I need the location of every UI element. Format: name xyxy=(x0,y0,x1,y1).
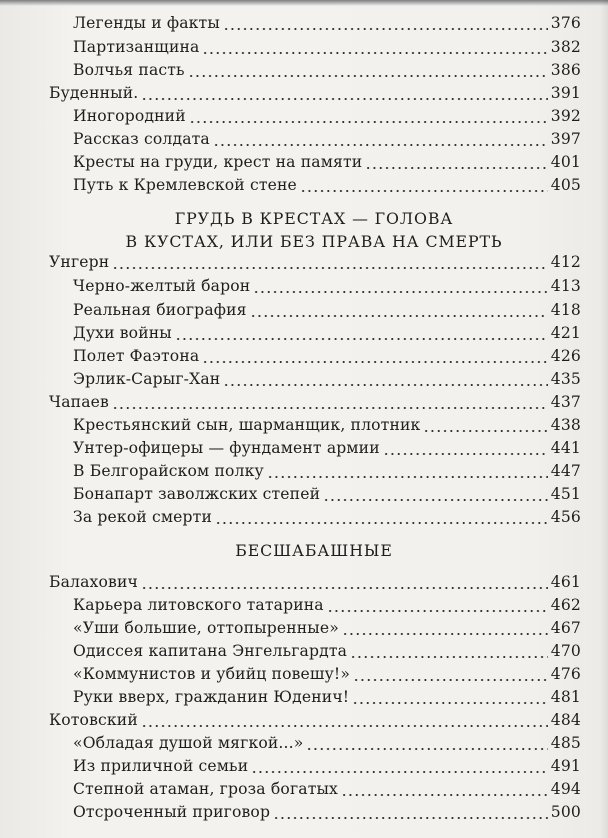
toc-chapter[interactable] xyxy=(49,709,581,731)
toc-chapter-page: 412 xyxy=(550,253,581,271)
leader-dots xyxy=(383,440,548,456)
toc-chapter-title: Буденный. xyxy=(49,84,139,102)
toc-chapter-title: Чапаев xyxy=(49,393,109,411)
leader-dots xyxy=(353,666,548,682)
leader-dots xyxy=(188,62,548,78)
toc-entry-page: 476 xyxy=(550,665,581,683)
toc-entry-title: Рассказ солдата xyxy=(73,130,210,148)
toc-entry-title: Полет Фаэтона xyxy=(73,347,200,365)
toc-chapter-title: Котовский xyxy=(49,711,138,729)
toc-entry-page: 435 xyxy=(550,370,581,388)
toc-entry-page: 421 xyxy=(550,324,581,342)
toc-entry[interactable] xyxy=(73,755,581,777)
toc-entry-title: За рекой смерти xyxy=(73,508,213,526)
toc-entry-page: 386 xyxy=(550,61,581,79)
leader-dots xyxy=(202,39,547,55)
leader-dots xyxy=(300,177,548,193)
toc-entry-title: Руки вверх, гражданин Юденич! xyxy=(73,688,350,706)
leader-dots xyxy=(341,781,548,797)
toc-entry-page: 485 xyxy=(550,734,581,752)
part-heading-line-1: ГРУДЬ В КРЕСТАХ — ГОЛОВА xyxy=(174,209,454,228)
toc-entry[interactable] xyxy=(73,368,581,390)
toc-entry-title: «Обладая душой мягкой...» xyxy=(73,734,304,752)
leader-dots xyxy=(189,108,548,124)
leader-dots xyxy=(342,620,548,636)
toc-entry-title: Кресты на груди, крест на памяти xyxy=(73,153,363,171)
leader-dots xyxy=(141,85,547,101)
leader-dots xyxy=(202,348,547,364)
toc-entry-title: Черно-желтый барон xyxy=(73,277,251,295)
toc-entry[interactable] xyxy=(73,778,581,800)
toc-entry-title: Одиссея капитана Энгельгардта xyxy=(73,642,348,660)
toc-entry-page: 481 xyxy=(550,688,581,706)
toc-chapter-page: 484 xyxy=(550,711,581,729)
toc-entry-title: Отсроченный приговор xyxy=(73,803,271,821)
toc-entry[interactable] xyxy=(73,12,581,34)
toc-entry[interactable] xyxy=(73,275,581,297)
toc-entry[interactable] xyxy=(73,640,581,662)
toc-entry-page: 382 xyxy=(550,38,581,56)
toc-entry-page: 418 xyxy=(550,301,581,319)
toc-entry-title: Эрлик-Сарыг-Хан xyxy=(73,370,221,388)
toc-entry-title: Партизанщина xyxy=(73,38,200,56)
toc-entry[interactable] xyxy=(73,174,581,196)
toc-entry[interactable] xyxy=(73,483,581,505)
page-right-edge-shadow xyxy=(600,0,608,838)
toc-entry[interactable] xyxy=(73,128,581,150)
toc-entry-title: Степной атаман, гроза богатых xyxy=(73,780,338,798)
toc-entry[interactable] xyxy=(73,617,581,639)
toc-chapter-title: Унгерн xyxy=(49,253,110,271)
toc-entry-title: «Коммунистов и убийц повешу!» xyxy=(73,665,351,683)
toc-entry[interactable] xyxy=(73,414,581,436)
toc-chapter[interactable] xyxy=(49,82,581,104)
leader-dots xyxy=(175,325,548,341)
leader-dots xyxy=(323,486,548,502)
toc-entry[interactable] xyxy=(73,36,581,58)
page-top-edge xyxy=(0,0,608,6)
toc-entry-page: 426 xyxy=(550,347,581,365)
toc-entry-title: Унтер-офицеры — фундамент армии xyxy=(73,439,380,457)
leader-dots xyxy=(423,417,547,433)
toc-entry[interactable] xyxy=(73,59,581,81)
toc-entry-page: 413 xyxy=(550,277,581,295)
toc-entry-page: 392 xyxy=(550,107,581,125)
toc-entry-title: Духи войны xyxy=(73,324,172,342)
leader-dots xyxy=(327,597,548,613)
toc-entry-page: 456 xyxy=(550,508,581,526)
toc-entry-page: 494 xyxy=(550,780,581,798)
toc-entry[interactable] xyxy=(73,151,581,173)
leader-dots xyxy=(253,278,547,294)
leader-dots xyxy=(273,804,548,820)
toc-entry-page: 467 xyxy=(550,619,581,637)
leader-dots xyxy=(112,254,547,270)
toc-entry[interactable] xyxy=(73,345,581,367)
toc-entry-page: 397 xyxy=(550,130,581,148)
leader-dots xyxy=(141,574,548,590)
leader-dots xyxy=(213,131,548,147)
toc-chapter[interactable] xyxy=(49,571,581,593)
leader-dots xyxy=(215,509,548,525)
toc-chapter-title: Балахович xyxy=(49,573,138,591)
leader-dots xyxy=(365,154,547,170)
toc-entry-title: Путь к Кремлевской стене xyxy=(73,176,297,194)
toc-entry-title: Легенды и факты xyxy=(73,14,220,32)
toc-entry-page: 500 xyxy=(550,803,581,821)
toc-entry-page: 470 xyxy=(550,642,581,660)
leader-dots xyxy=(350,643,548,659)
leader-dots xyxy=(352,689,548,705)
toc-chapter-page: 391 xyxy=(550,84,581,102)
toc-entry[interactable] xyxy=(73,437,581,459)
leader-dots xyxy=(141,712,548,728)
toc-chapter[interactable] xyxy=(49,251,581,273)
toc-entry[interactable] xyxy=(73,663,581,685)
part-heading-line-2: В КУСТАХ, ИЛИ БЕЗ ПРАВА НА СМЕРТЬ xyxy=(125,232,503,251)
leader-dots xyxy=(223,371,547,387)
toc-entry-title: В Белгорайском полку xyxy=(73,462,264,480)
part-heading: БЕСШАБАШНЫЕ xyxy=(235,541,393,560)
toc-entry-page: 438 xyxy=(550,416,581,434)
toc-chapter-page: 461 xyxy=(550,573,581,591)
leader-dots xyxy=(250,302,548,318)
leader-dots xyxy=(267,463,548,479)
toc-entry[interactable] xyxy=(73,732,581,754)
toc-entry-title: Из приличной семьи xyxy=(73,757,249,775)
leader-dots xyxy=(306,735,547,751)
toc-entry-title: Карьера литовского татарина xyxy=(73,596,324,614)
toc-entry-page: 462 xyxy=(550,596,581,614)
toc-entry[interactable] xyxy=(73,506,581,528)
toc-entry-page: 401 xyxy=(550,153,581,171)
toc-entry-page: 376 xyxy=(550,14,581,32)
toc-chapter-page: 437 xyxy=(550,393,581,411)
toc-entry-title: Волчья пасть xyxy=(73,61,185,79)
leader-dots xyxy=(112,394,548,410)
toc-entry[interactable] xyxy=(73,460,581,482)
toc-entry[interactable] xyxy=(73,299,581,321)
toc-entry-title: Бонапарт заволжских степей xyxy=(73,485,321,503)
leader-dots xyxy=(223,15,548,31)
toc-chapter[interactable] xyxy=(49,391,581,413)
toc-entry[interactable] xyxy=(73,105,581,127)
leader-dots xyxy=(251,758,548,774)
toc-entry-page: 405 xyxy=(550,176,581,194)
toc-entry-page: 441 xyxy=(550,439,581,457)
toc-entry[interactable] xyxy=(73,686,581,708)
toc-entry[interactable] xyxy=(73,322,581,344)
toc-entry-title: Иногородний xyxy=(73,107,186,125)
toc-entry-title: «Уши большие, оттопыренные» xyxy=(73,619,339,637)
toc-entry-title: Крестьянский сын, шарманщик, плотник xyxy=(73,416,421,434)
toc-entry[interactable] xyxy=(73,594,581,616)
toc-entry-page: 451 xyxy=(550,485,581,503)
toc-entry-page: 491 xyxy=(550,757,581,775)
toc-entry-title: Реальная биография xyxy=(73,301,247,319)
toc-entry-page: 447 xyxy=(550,462,581,480)
toc-entry[interactable] xyxy=(73,801,581,823)
